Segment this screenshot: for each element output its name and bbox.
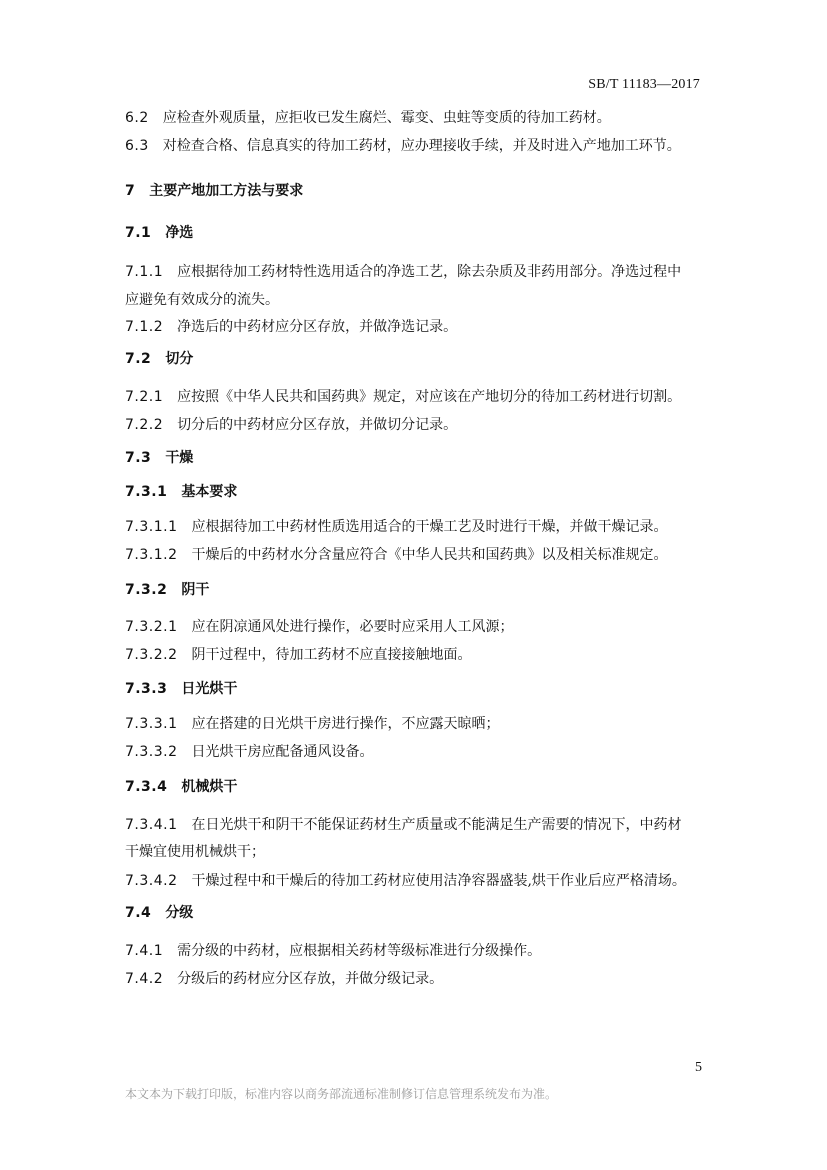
- section-number: 7.3: [125, 450, 152, 466]
- section-heading-7-3-1: [125, 482, 705, 502]
- clause-number: 7.2.2: [125, 417, 164, 433]
- clause-text: 应在搭建的日光烘干房进行操作，不应露天晾晒；: [191, 716, 500, 732]
- clause-text: 应按照《中华人民共和国药典》规定，对应该在产地切分的待加工药材进行切割。: [177, 389, 682, 405]
- clause-text: 需分级的中药材，应根据相关药材等级标准进行分级操作。: [177, 943, 542, 959]
- section-heading-7-2: [125, 349, 705, 369]
- clause-7-3-4-1: [125, 815, 705, 835]
- section-title: 阴干: [181, 582, 210, 598]
- section-number: 7.4: [125, 905, 152, 921]
- clause-number: 7.2.1: [125, 389, 164, 405]
- clause-text: 切分后的中药材应分区存放，并做切分记录。: [177, 417, 458, 433]
- clause-text: 日光烘干房应配备通风设备。: [191, 744, 374, 760]
- section-number: 7.3.4: [125, 779, 168, 795]
- section-number: 7.2: [125, 351, 152, 367]
- clause-number: 6.3: [125, 138, 149, 154]
- clause-number: 7.1.2: [125, 319, 164, 335]
- clause-7-1-1: [125, 262, 705, 282]
- section-title: 干燥: [165, 450, 194, 466]
- section-number: 7: [125, 183, 136, 199]
- clause-text: 在日光烘干和阴干不能保证药材生产质量或不能满足生产需要的情况下，中药材: [191, 817, 682, 833]
- clause-number: 7.3.3.2: [125, 744, 178, 760]
- clause-number: 7.4.1: [125, 943, 164, 959]
- clause-7-3-2-2: [125, 645, 705, 665]
- section-heading-7-1: [125, 223, 705, 243]
- clause-number: 7.3.3.1: [125, 716, 178, 732]
- clause-number: 7.1.1: [125, 264, 164, 280]
- clause-7-3-1-1: [125, 517, 705, 537]
- section-number: 7.3.1: [125, 484, 168, 500]
- clause-text: 干燥过程中和干燥后的待加工药材应使用洁净容器盛装,烘干作业后应严格清场。: [191, 873, 686, 889]
- clause-text: 应根据待加工中药材性质选用适合的干燥工艺及时进行干燥，并做干燥记录。: [191, 519, 668, 535]
- clause-text: 净选后的中药材应分区存放，并做净选记录。: [177, 319, 458, 335]
- clause-6-2: [125, 108, 705, 128]
- clause-7-4-1: [125, 941, 705, 961]
- clause-7-3-3-1: [125, 714, 705, 734]
- clause-6-3: [125, 136, 705, 156]
- section-title: 基本要求: [181, 484, 238, 500]
- clause-7-2-2: [125, 415, 705, 435]
- clause-number: 7.3.2.1: [125, 619, 178, 635]
- clause-number: 7.3.1.2: [125, 547, 178, 563]
- section-title: 净选: [165, 225, 194, 241]
- page-number: 5: [695, 1060, 702, 1075]
- clause-7-1-1-continuation: 应避免有效成分的流失。: [125, 292, 279, 308]
- clause-text: 应检查外观质量，应拒收已发生腐烂、霉变、虫蛀等变质的待加工药材。: [162, 110, 611, 126]
- clause-number: 7.3.4.1: [125, 817, 178, 833]
- section-heading-7-3-2: [125, 580, 705, 600]
- clause-text: 干燥后的中药材水分含量应符合《中华人民共和国药典》以及相关标准规定。: [191, 547, 668, 563]
- clause-7-3-2-1: [125, 617, 705, 637]
- footer-note: 本文本为下载打印版，标准内容以商务部流通标准制修订信息管理系统发布为准。: [125, 1087, 558, 1101]
- section-title: 机械烘干: [181, 779, 238, 795]
- section-title: 主要产地加工方法与要求: [149, 183, 304, 199]
- document-id: SB/T 11183—2017: [588, 77, 700, 92]
- clause-text: 应根据待加工药材特性选用适合的净选工艺，除去杂质及非药用部分。净选过程中: [177, 264, 682, 280]
- clause-7-2-1: [125, 387, 705, 407]
- section-title: 切分: [165, 351, 194, 367]
- section-heading-7-3-4: [125, 777, 705, 797]
- clause-number: 7.3.1.1: [125, 519, 178, 535]
- clause-number: 7.3.4.2: [125, 873, 178, 889]
- clause-7-3-1-2: [125, 545, 705, 565]
- clause-number: 6.2: [125, 110, 149, 126]
- section-title: 分级: [165, 905, 194, 921]
- section-heading-7: [125, 181, 705, 201]
- section-heading-7-3-3: [125, 679, 705, 699]
- clause-number: 7.3.2.2: [125, 647, 178, 663]
- section-number: 7.1: [125, 225, 152, 241]
- section-number: 7.3.3: [125, 681, 168, 697]
- clause-7-3-4-2: [125, 871, 705, 891]
- clause-text: 分级后的药材应分区存放，并做分级记录。: [177, 971, 444, 987]
- clause-7-3-3-2: [125, 742, 705, 762]
- section-heading-7-4: [125, 903, 705, 923]
- clause-7-4-2: [125, 969, 705, 989]
- clause-7-3-4-1-continuation: 干燥宜使用机械烘干；: [125, 844, 265, 860]
- section-title: 日光烘干: [181, 681, 238, 697]
- section-number: 7.3.2: [125, 582, 168, 598]
- clause-number: 7.4.2: [125, 971, 164, 987]
- clause-text: 对检查合格、信息真实的待加工药材，应办理接收手续，并及时进入产地加工环节。: [162, 138, 681, 154]
- section-heading-7-3: [125, 448, 705, 468]
- clause-text: 应在阴凉通风处进行操作，必要时应采用人工风源；: [191, 619, 514, 635]
- clause-7-1-2: [125, 317, 705, 337]
- clause-text: 阴干过程中，待加工药材不应直接接触地面。: [191, 647, 472, 663]
